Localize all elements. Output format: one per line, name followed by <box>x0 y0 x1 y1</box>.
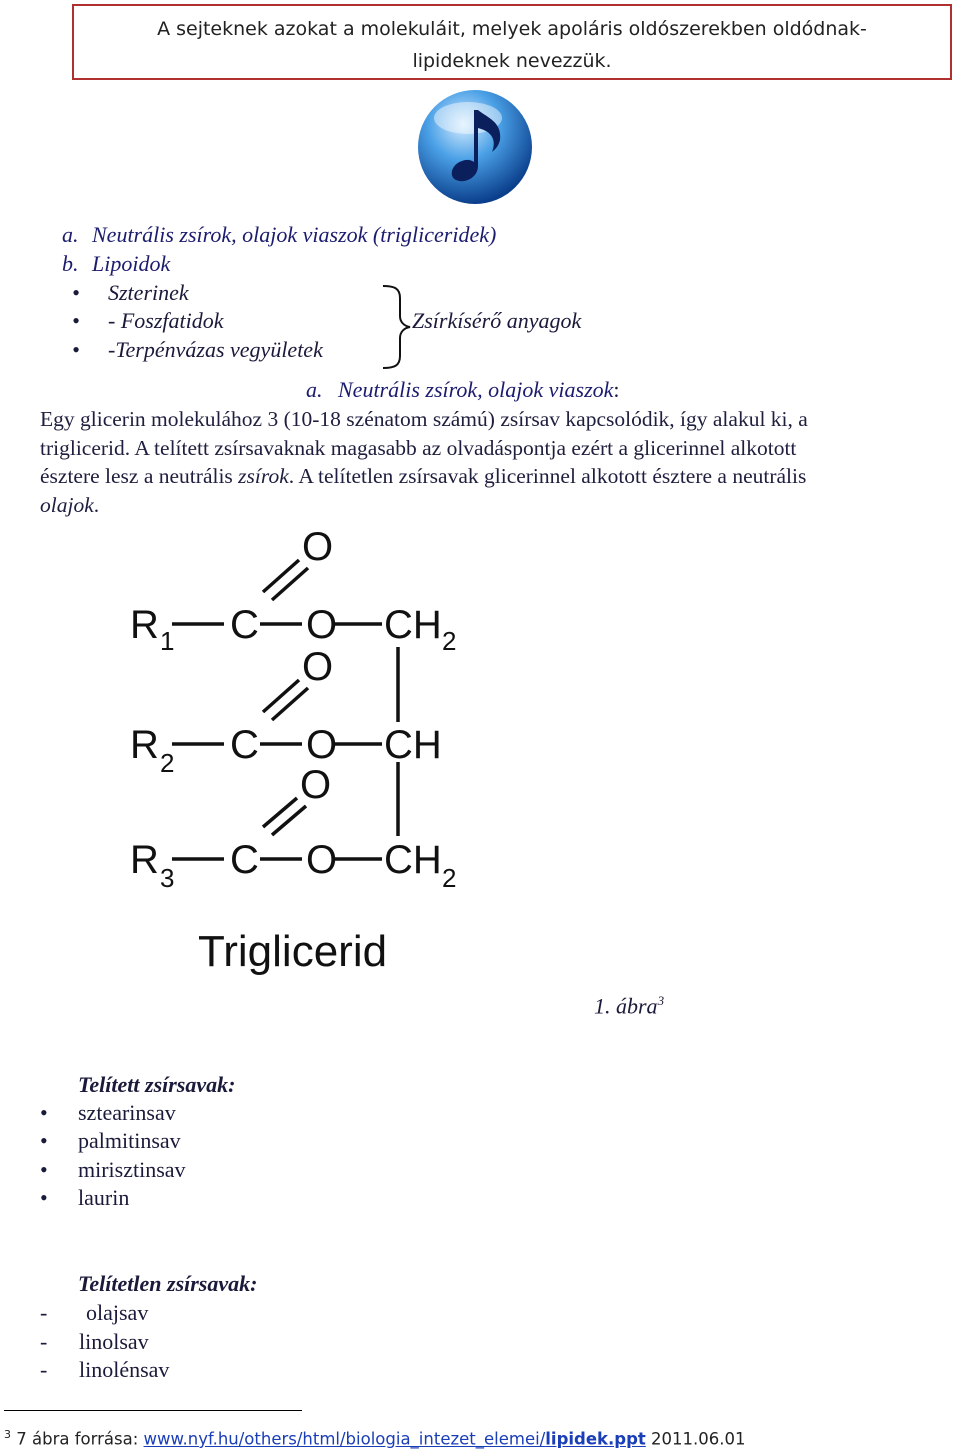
atom-c: C <box>230 723 259 767</box>
paragraph-line: triglicerid. A telített zsírsavaknak magasabb az olvadáspontja ezért a glicerinnel alkotott <box>40 436 797 460</box>
list-item-a <box>62 222 496 248</box>
footnote-rule <box>4 1410 302 1411</box>
saturated-title: Telített zsírsavak: <box>78 1072 236 1097</box>
triglyceride-structure <box>120 522 480 992</box>
list-item: - linolsav <box>40 1329 149 1354</box>
atom-ch: CH <box>384 603 442 647</box>
subscript: 2 <box>160 748 175 778</box>
footnote-date: 2011.06.01 <box>651 1429 746 1449</box>
footnote-number: 3 <box>4 1428 11 1441</box>
unsaturated-title: Telítetlen zsírsavak: <box>78 1271 258 1296</box>
subscript: 1 <box>160 626 175 656</box>
definition-box <box>72 4 952 80</box>
list-item: - olajsav <box>40 1300 149 1325</box>
source-link[interactable]: www.nyf.hu/others/html/biologia_intezet_elemei/lipidek.ppt <box>143 1429 646 1449</box>
section-title: Neutrális zsírok, olajok viaszok <box>338 377 614 402</box>
footnote-prefix: 7 ábra forrása: <box>16 1429 139 1449</box>
subscript: 3 <box>160 863 175 893</box>
list-item-b <box>62 251 170 277</box>
atom-o: O <box>302 525 334 569</box>
section-colon: : <box>613 377 620 402</box>
subscript: 2 <box>442 626 457 656</box>
list-item: - linolénsav <box>40 1357 170 1382</box>
bullet-text: -Terpénvázas vegyületek <box>108 337 323 362</box>
atom-o: O <box>300 763 332 807</box>
atom-c: C <box>230 603 259 647</box>
emphasis-zsirok: zsírok <box>238 464 289 488</box>
atom-r: R <box>130 723 159 767</box>
list-text-a: Neutrális zsírok, olajok viaszok (trigliceridek) <box>92 222 497 247</box>
list-text-b: Lipoidok <box>92 251 171 276</box>
atom-r: R <box>130 603 159 647</box>
list-marker-a: a. <box>62 222 79 247</box>
footnote-ref[interactable]: 3 <box>657 993 665 1008</box>
emphasis-olajok: olajok <box>40 493 94 517</box>
paragraph-line: Egy glicerin molekulához 3 (10-18 szénatom számú) zsírsav kapcsolódik, így alakul ki, a <box>40 407 808 431</box>
atom-o: O <box>306 723 338 767</box>
atom-ch: CH <box>384 723 442 767</box>
definition-line-1: A sejteknek azokat a molekuláit, melyek apoláris oldószerekben oldódnak- <box>157 18 867 40</box>
atom-r: R <box>130 838 159 882</box>
list-item: • Szterinek <box>72 280 189 305</box>
list-item: • sztearinsav <box>40 1100 176 1125</box>
atom-o: O <box>306 838 338 882</box>
list-item: • mirisztinsav <box>40 1157 186 1182</box>
list-item: • palmitinsav <box>40 1128 181 1153</box>
list-marker-b: b. <box>62 251 79 276</box>
paragraph-line: olajok. <box>40 493 100 517</box>
definition-line-2: lipideknek nevezzük. <box>412 50 612 72</box>
list-item: • -Terpénvázas vegyületek <box>72 337 323 362</box>
atom-c: C <box>230 838 259 882</box>
subscript: 2 <box>442 863 457 893</box>
music-note-icon[interactable] <box>416 88 534 206</box>
paragraph-line: észtere lesz a neutrális zsírok. A telítetlen zsírsavak glicerinnel alkotott észtere a neutrális <box>40 464 807 488</box>
section-heading <box>306 377 620 403</box>
bullet-text: Szterinek <box>108 280 189 305</box>
atom-ch: CH <box>384 838 442 882</box>
atom-o: O <box>302 645 334 689</box>
list-item: • - Foszfatidok <box>72 308 224 333</box>
bullet-text: - Foszfatidok <box>108 308 224 333</box>
structure-caption: Triglicerid <box>198 927 388 976</box>
section-marker: a. <box>306 377 323 402</box>
figure-caption: 1. ábra$^3$ <box>594 993 665 1019</box>
brace-label: Zsírkísérő anyagok <box>412 308 582 333</box>
list-item: • laurin <box>40 1185 130 1210</box>
footnote <box>4 1428 746 1449</box>
atom-o: O <box>306 603 338 647</box>
